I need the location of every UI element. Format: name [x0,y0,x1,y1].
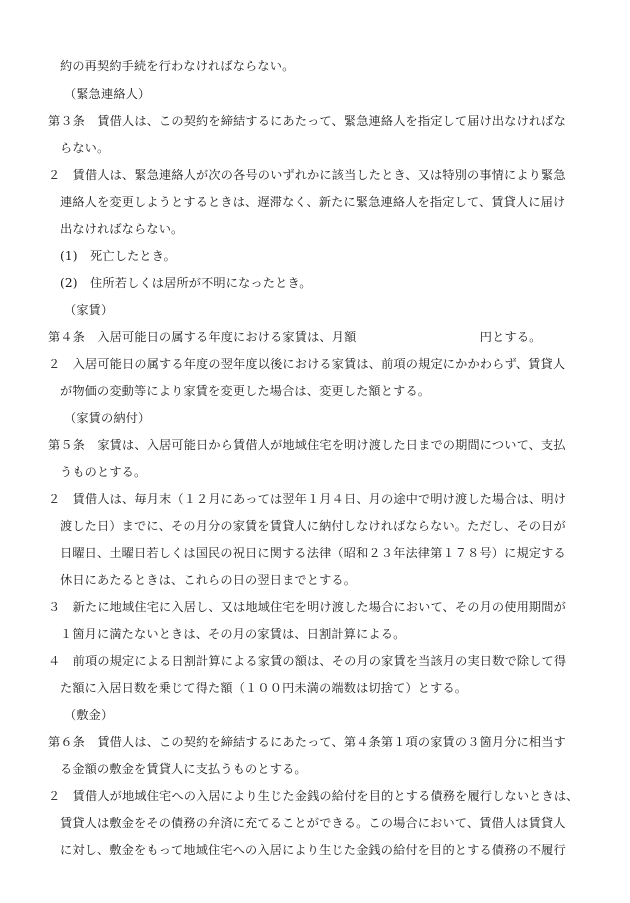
text-line: ２ 入居可能日の属する年度の翌年度以後における家賃は、前項の規定にかかわらず、賃貸人 [48,357,566,371]
text-line: 第５条 家賃は、入居可能日から賃借人が地域住宅を明け渡した日までの期間について、支払 [48,438,566,452]
text-line: 日曜日、土曜日若しくは国民の祝日に関する法律（昭和２３年法律第１７８号）に規定する [60,546,566,560]
text-line: （家賃） [64,303,114,317]
text-line: に対し、敷金をもって地域住宅への入居により生じた金銭の給付を目的とする債務の不履行 [60,843,566,857]
text-line: ３ 新たに地域住宅に入居し、又は地域住宅を明け渡した場合において、その月の使用期間が [48,600,566,614]
text-line: た額に入居日数を乗じて得た額（１００円未満の端数は切捨て）とする。 [60,681,468,695]
text-line: が物価の変動等により家賃を変更した場合は、変更した額とする。 [60,384,431,398]
text-line: （家賃の納付） [64,411,151,425]
text-line: ２ 賃借人が地域住宅への入居により生じた金銭の給付を目的とする債務を履行しないときは、 [48,789,579,803]
text-line: 出なければならない。 [60,222,184,236]
text-line: (2) 住所若しくは居所が不明になったとき。 [60,276,312,290]
text-line: 第６条 賃借人は、この契約を締結するにあたって、第４条第１項の家賃の３箇月分に相当す [48,735,566,749]
text-line: 第３条 賃借人は、この契約を締結するにあたって、緊急連絡人を指定して届け出なければな [48,114,566,128]
text-line: らない。 [60,141,110,155]
text-line: (1) 死亡したとき。 [60,249,176,263]
text-line: る金額の敷金を賃貸人に支払うものとする。 [60,762,307,776]
text-line: うものとする。 [60,465,147,479]
text-line: （緊急連絡人） [64,87,151,101]
text-line: 休日にあたるときは、これらの日の翌日までとする。 [60,573,357,587]
text-line: ２ 賃借人は、毎月末（１２月にあっては翌年１月４日、月の途中で明け渡した場合は、明け [48,492,567,506]
text-line: （敷金） [64,708,114,722]
text-line: ２ 賃借人は、緊急連絡人が次の各号のいずれかに該当したとき、又は特別の事情により緊急 [48,168,566,182]
text-line: 連絡人を変更しようとするときは、遅滞なく、新たに緊急連絡人を指定して、賃貸人に届け [60,195,566,209]
text-line: 約の再契約手続を行わなければならない。 [60,59,295,73]
text-line: １箇月に満たないときは、その月の家賃は、日割計算による。 [60,627,406,641]
text-line: 渡した日）までに、その月分の家賃を賃貸人に納付しなければならない。ただし、その日が [60,519,566,533]
text-line: 第４条 入居可能日の属する年度における家賃は、月額 円とする。 [48,330,542,344]
text-line: ４ 前項の規定による日割計算による家賃の額は、その月の家賃を当該月の実日数で除して得 [48,654,567,668]
text-line: 賃貸人は敷金をその債務の弁済に充てることができる。この場合において、賃借人は賃貸人 [60,816,566,830]
